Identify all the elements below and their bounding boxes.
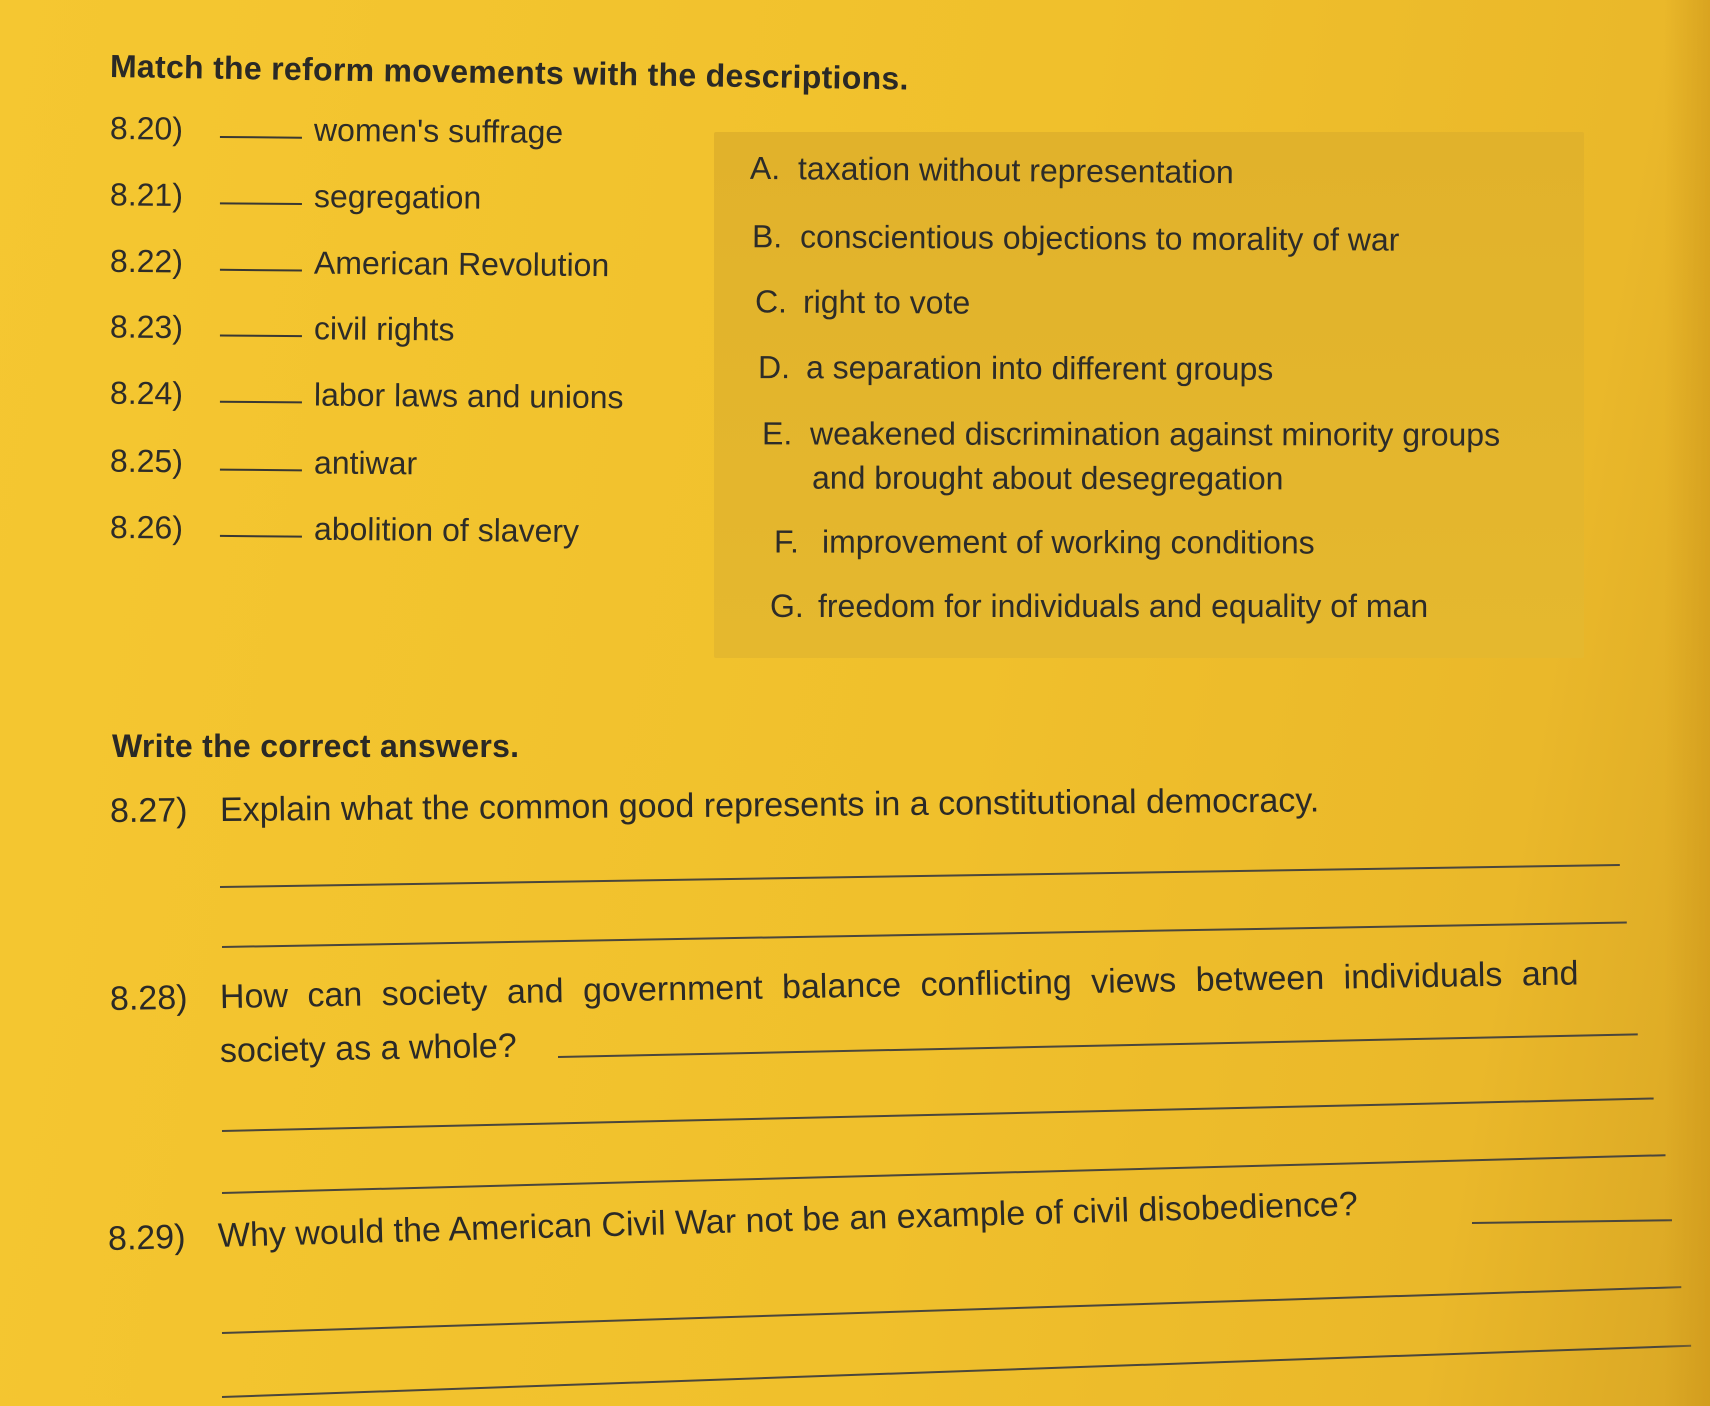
answer-line[interactable] [220, 864, 1620, 888]
item-label: antiwar [313, 444, 418, 482]
item-label: segregation [313, 178, 482, 216]
option-letter: E. [761, 415, 793, 452]
option-letter: A. [749, 149, 781, 187]
option-g [770, 588, 1428, 625]
option-a [750, 150, 1234, 191]
section-heading-matching: Match the reform movements with the descriptions. [109, 48, 910, 97]
question-text: How can society and government balance conflicting views between individuals and [219, 954, 1579, 1017]
answer-line[interactable] [222, 921, 1627, 948]
item-label: labor laws and unions [313, 376, 624, 416]
item-number: 8.22) [109, 242, 184, 280]
answer-blank[interactable] [220, 135, 302, 139]
item-label: abolition of slavery [313, 510, 580, 550]
option-e-continued [812, 460, 1284, 498]
section-heading-written: Write the correct answers. [112, 728, 520, 764]
match-item-8-24 [110, 375, 624, 416]
match-item-8-23 [110, 308, 455, 348]
answer-line[interactable] [558, 1033, 1638, 1058]
option-text: right to vote [802, 283, 971, 321]
question-text-line2: society as a whole? [219, 1026, 518, 1070]
answer-blank[interactable] [220, 333, 302, 337]
option-text-line2: and brought about desegregation [811, 459, 1284, 497]
option-text: taxation without representation [797, 150, 1234, 191]
answer-line[interactable] [222, 1345, 1691, 1398]
question-8-28 [110, 954, 1579, 1019]
answer-line[interactable] [222, 1286, 1681, 1334]
option-text: weakened discrimination against minority groups [809, 415, 1501, 453]
question-text: Explain what the common good represents in a constitutional democracy. [219, 781, 1320, 830]
option-text: conscientious objections to morality of war [799, 218, 1400, 258]
item-number: 8.23) [109, 308, 184, 346]
item-number: 8.20) [109, 110, 184, 147]
item-label: American Revolution [313, 244, 610, 284]
item-label: civil rights [313, 310, 455, 348]
options-box [714, 132, 1584, 658]
answer-line[interactable] [1472, 1219, 1672, 1224]
option-letter: G. [770, 588, 804, 624]
item-number: 8.21) [109, 176, 184, 214]
match-item-8-21 [110, 176, 482, 216]
item-number: 8.24) [109, 374, 184, 412]
question-8-28-continued [220, 1027, 517, 1071]
answer-line[interactable] [222, 1098, 1654, 1132]
answer-blank[interactable] [220, 268, 302, 272]
question-number: 8.27) [109, 791, 188, 830]
option-text: improvement of working conditions [821, 523, 1315, 561]
option-letter: C. [754, 283, 788, 320]
item-label: women's suffrage [313, 111, 564, 150]
answer-blank[interactable] [220, 534, 302, 538]
answer-blank[interactable] [220, 468, 302, 472]
option-text: freedom for individuals and equality of man [818, 588, 1429, 624]
option-e [762, 415, 1500, 453]
option-f [774, 524, 1315, 562]
item-number: 8.25) [109, 442, 184, 480]
question-8-29 [107, 1185, 1358, 1259]
option-letter: D. [757, 349, 791, 386]
question-number: 8.28) [109, 978, 188, 1018]
match-item-8-25 [110, 443, 417, 483]
option-c [755, 283, 970, 321]
answer-blank[interactable] [220, 400, 302, 404]
question-number: 8.29) [107, 1217, 186, 1258]
match-item-8-22 [110, 243, 610, 284]
item-number: 8.26) [109, 508, 184, 546]
paper-edge-shadow [1664, 0, 1710, 1406]
option-letter: B. [751, 218, 783, 255]
answer-line[interactable] [222, 1154, 1666, 1194]
question-8-27 [110, 781, 1320, 831]
answer-blank[interactable] [220, 201, 302, 205]
option-b [752, 218, 1400, 258]
option-letter: F. [773, 523, 799, 560]
option-d [758, 349, 1273, 388]
option-text: a separation into different groups [805, 349, 1274, 387]
match-item-8-26 [110, 509, 579, 550]
question-text: Why would the American Civil War not be an example of civil disobedience? [217, 1185, 1359, 1255]
match-item-8-20 [110, 110, 564, 151]
